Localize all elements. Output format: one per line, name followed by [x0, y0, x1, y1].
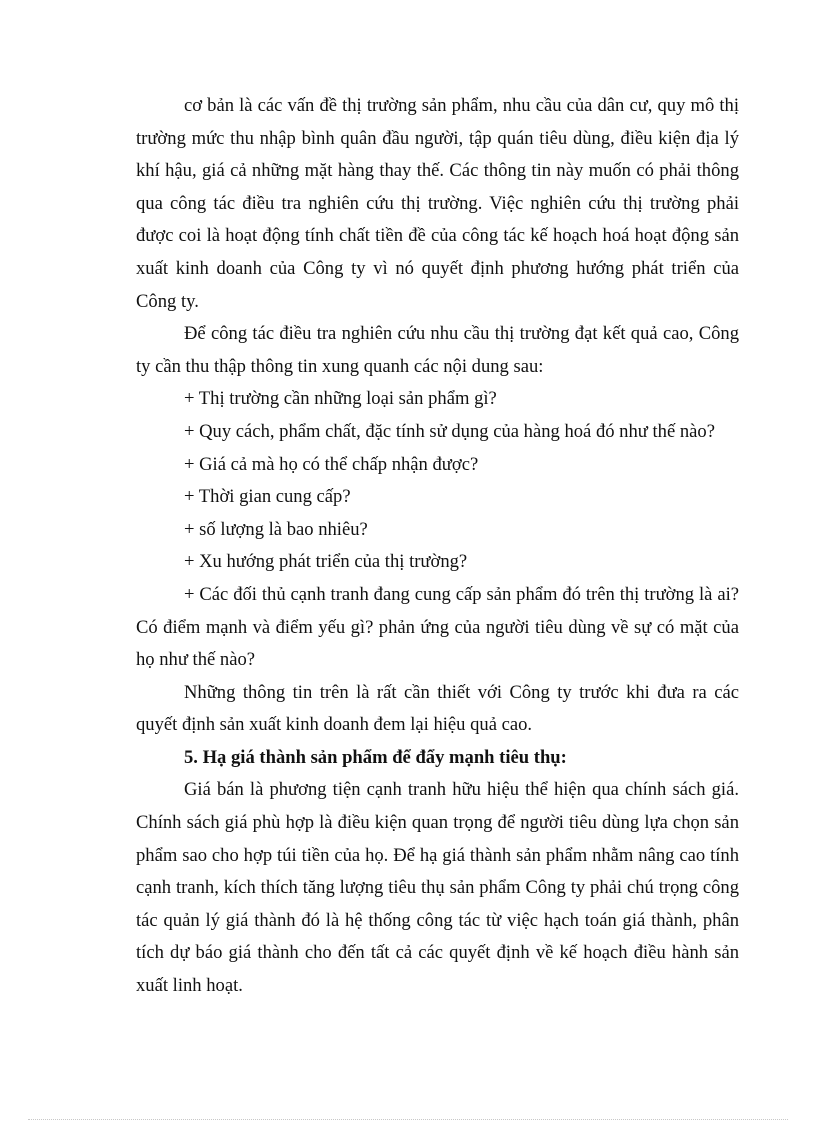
document-body — [136, 90, 739, 1003]
list-item: + Giá cả mà họ có thể chấp nhận được? — [184, 453, 479, 475]
list-item: + số lượng là bao nhiêu? — [184, 518, 368, 540]
page-bottom-divider — [28, 1119, 788, 1120]
list-item: + Thời gian cung cấp? — [184, 486, 351, 508]
list-item: + Thị trường cần những loại sản phẩm gì? — [184, 388, 497, 410]
list-item: + Các đối thủ cạnh tranh đang cung cấp sản phẩm đó trên thị trường là ai? Có điểm mạnh và điểm yếu gì? phản ứng của người tiêu dùng về sự có mặt của họ như thế nào? — [136, 583, 739, 671]
list-item: + Quy cách, phẩm chất, đặc tính sử dụng của hàng hoá đó như thế nào? — [184, 420, 715, 442]
section-heading: 5. Hạ giá thành sản phẩm để đẩy mạnh tiêu thụ: — [184, 746, 567, 768]
list-item: + Xu hướng phát triển của thị trường? — [184, 551, 468, 573]
paragraph-market-research: cơ bản là các vấn đề thị trường sản phẩm, nhu cầu của dân cư, quy mô thị trường mức thu nhập bình quân đầu người, tập quán tiêu dùng, điều kiện địa lý khí hậu, giá cả những mặt hàng thay thế. Các thông tin này muốn có phải thông qua công tác điều tra nghiên cứu thị trường. Việc nghiên cứu thị trường phải được coi là hoạt động tính chất tiền đề của công tác kế hoạch hoá hoạt động sản xuất kinh doanh của Công ty vì nó quyết định phương hướng phát triển của Công ty. — [136, 95, 739, 312]
paragraph-information-gathering: Để công tác điều tra nghiên cứu nhu cầu thị trường đạt kết quả cao, Công ty cần thu thập thông tin xung quanh các nội dung sau: — [136, 323, 739, 377]
paragraph-pricing: Giá bán là phương tiện cạnh tranh hữu hiệu thể hiện qua chính sách giá. Chính sách giá phù hợp là điều kiện quan trọng để người tiêu dùng lựa chọn sản phẩm sao cho hợp túi tiền của họ. Để hạ giá thành sản phẩm nhằm nâng cao tính cạnh tranh, kích thích tăng lượng tiêu thụ sản phẩm Công ty phải chú trọng công tác quản lý giá thành đó là hệ thống công tác từ việc hạch toán giá thành, phân tích dự báo giá thành cho đến tất cả các quyết định về kế hoạch điều hành sản xuất linh hoạt. — [136, 779, 739, 997]
paragraph-information-importance: Những thông tin trên là rất cần thiết với Công ty trước khi đưa ra các quyết định sản xuất kinh doanh đem lại hiệu quả cao. — [136, 681, 739, 736]
